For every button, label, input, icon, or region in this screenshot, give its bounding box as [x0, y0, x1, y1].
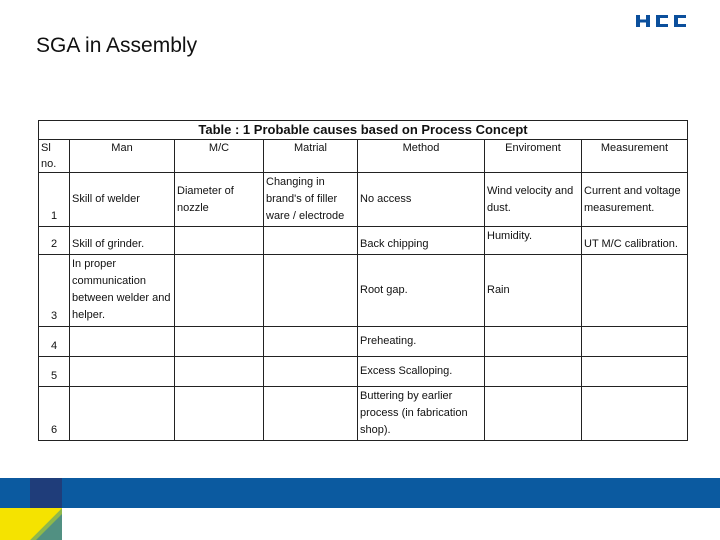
- footer-accent-block: [30, 478, 62, 508]
- cell-material: [264, 327, 358, 357]
- header-method: Method: [358, 140, 485, 173]
- table-row: [39, 255, 688, 327]
- causes-table: [38, 120, 688, 441]
- table-row: [39, 327, 688, 357]
- cell-measurement: Current and voltage measurement.: [582, 173, 688, 227]
- cell-sl: 1: [39, 173, 70, 227]
- cell-material: [264, 357, 358, 387]
- table-header-row: [39, 140, 688, 173]
- cell-method: Preheating.: [358, 327, 485, 357]
- header-measurement: Measurement: [582, 140, 688, 173]
- cell-sl: 3: [39, 255, 70, 327]
- header-material: Matrial: [264, 140, 358, 173]
- cell-sl: 2: [39, 227, 70, 255]
- cell-method: Excess Scalloping.: [358, 357, 485, 387]
- cell-material: [264, 255, 358, 327]
- cell-method: No access: [358, 173, 485, 227]
- cell-sl: 6: [39, 387, 70, 441]
- cell-method: Back chipping: [358, 227, 485, 255]
- cell-man: [70, 387, 175, 441]
- footer-corner-graphic: [0, 508, 62, 540]
- table-row: [39, 357, 688, 387]
- cell-mc: [175, 255, 264, 327]
- cell-mc: Diameter of nozzle: [175, 173, 264, 227]
- cell-measurement: UT M/C calibration.: [582, 227, 688, 255]
- cell-environment: Humidity.: [485, 227, 582, 255]
- table-row: [39, 173, 688, 227]
- cell-man: [70, 357, 175, 387]
- cell-method: Root gap.: [358, 255, 485, 327]
- cell-mc: [175, 327, 264, 357]
- cell-environment: [485, 327, 582, 357]
- header-sl-no: Sl no.: [39, 140, 70, 173]
- cell-measurement: [582, 327, 688, 357]
- cell-man: In proper communication between welder and helper.: [70, 255, 175, 327]
- cell-material: Changing in brand's of filler ware / electrode: [264, 173, 358, 227]
- cell-man: Skill of grinder.: [70, 227, 175, 255]
- table-row: [39, 227, 688, 255]
- slide-title: SGA in Assembly: [36, 34, 198, 57]
- cell-man: [70, 327, 175, 357]
- cell-man: Skill of welder: [70, 173, 175, 227]
- cell-mc: [175, 227, 264, 255]
- cell-environment: Rain: [485, 255, 582, 327]
- cell-sl: 5: [39, 357, 70, 387]
- footer-band: [0, 478, 720, 508]
- header-mc: M/C: [175, 140, 264, 173]
- cell-environment: [485, 387, 582, 441]
- cell-material: [264, 387, 358, 441]
- hcc-logo-icon: [636, 14, 688, 28]
- cell-material: [264, 227, 358, 255]
- cell-measurement: [582, 387, 688, 441]
- cell-mc: [175, 387, 264, 441]
- cell-method: Buttering by earlier process (in fabrication shop).: [358, 387, 485, 441]
- header-man: Man: [70, 140, 175, 173]
- header-environment: Enviroment: [485, 140, 582, 173]
- table-row: [39, 387, 688, 441]
- cell-measurement: [582, 357, 688, 387]
- causes-table-wrapper: [38, 120, 687, 436]
- cell-mc: [175, 357, 264, 387]
- table-caption: Table : 1 Probable causes based on Process Concept: [39, 121, 688, 140]
- cell-measurement: [582, 255, 688, 327]
- cell-sl: 4: [39, 327, 70, 357]
- cell-environment: [485, 357, 582, 387]
- cell-environment: Wind velocity and dust.: [485, 173, 582, 227]
